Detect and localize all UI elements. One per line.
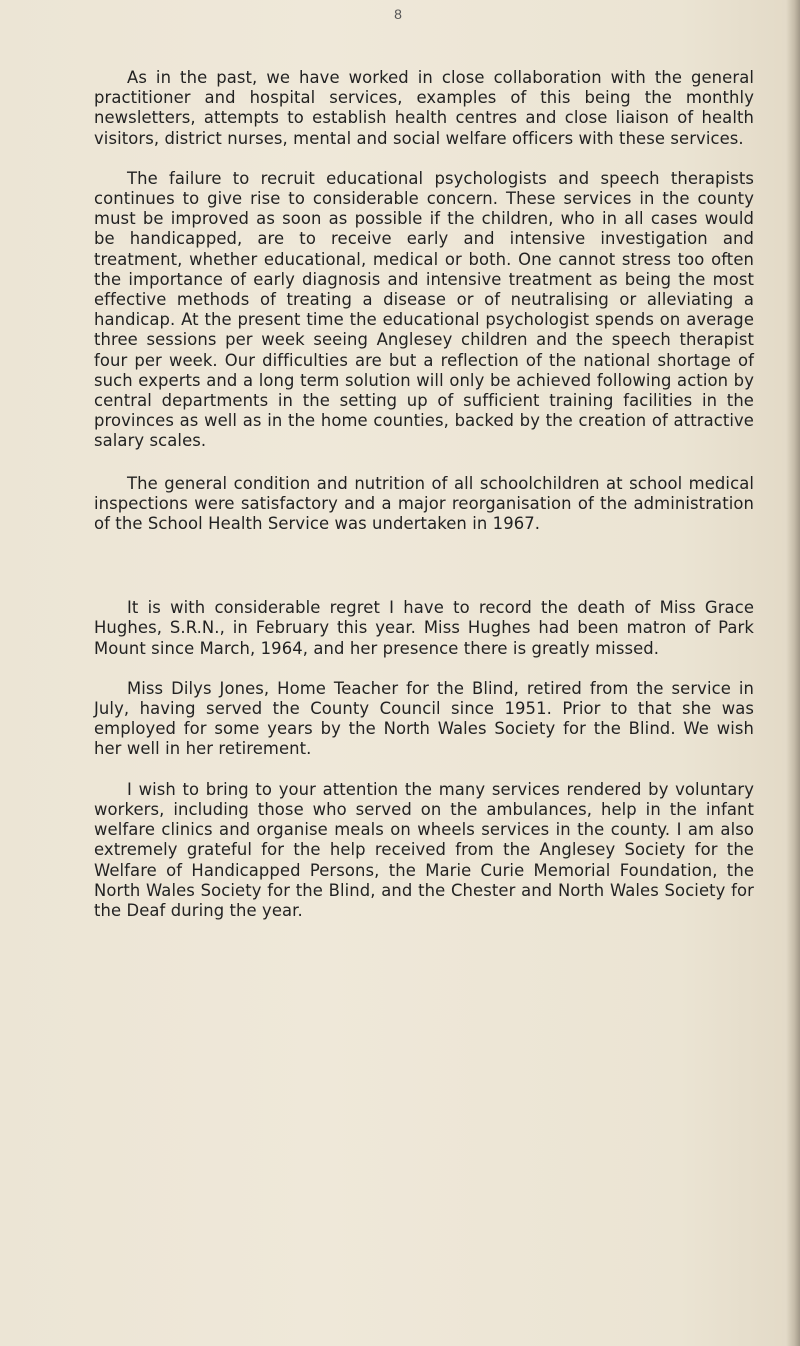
paragraph-collaboration: As in the past, we have worked in close collaboration with the general practitioner and hospital services, examples of this being the monthly newsletters, attempts to establish health centres and close liaison of health visitors, district nurses, mental and social welfare officers with these services. (94, 68, 754, 148)
page-edge-shadow (786, 0, 800, 1346)
paragraph-grace-hughes: It is with considerable regret I have to record the death of Miss Grace Hughes, S.R.N., in February this year. Miss Hughes had been matron of Park Mount since March, 1964, and her presence there is greatly missed. (94, 598, 754, 658)
document-body (94, 68, 754, 921)
paragraph-school-health-service: The general condition and nutrition of all schoolchildren at school medical inspections were satisfactory and a major reorganisation of the administration of the School Health Service was undertaken in 1967. (94, 473, 754, 534)
paragraph-voluntary-workers: I wish to bring to your attention the many services rendered by voluntary workers, including those who served on the ambulances, help in the infant welfare clinics and organise meals on wheels services in the county. I am also extremely grateful for the help received from the Anglesey Society for the Welfare of Handicapped Persons, the Marie Curie Memorial Foundation, the North Wales Society for the Blind, and the Chester and North Wales Society for the Deaf during the year. (94, 779, 754, 920)
page-number: 8 (394, 6, 402, 22)
paragraph-psychologists-speech-therapists: The failure to recruit educational psychologists and speech therapists continues to give rise to considerable concern. These services in the county must be improved as soon as possible if the children, who in all cases would be handicapped, are to receive early and intensive investigation and treatment, whether educational, medical or both. One cannot stress too often the importance of early diagnosis and intensive treatment as being the most effective methods of treating a disease or of neutralising or alleviating a handicap. At the present time the educational psychologist spends on average three sessions per week seeing Anglesey children and the speech therapist four per week. Our difficulties are but a reflection of the national shortage of such experts and a long term solution will only be achieved following action by central departments in the setting up of sufficient training facilities in the provinces as well as in the home counties, backed by the creation of attractive salary scales. (94, 168, 754, 451)
paragraph-dilys-jones: Miss Dilys Jones, Home Teacher for the Blind, retired from the service in July, having served the County Council since 1951. Prior to that she was employed for some years by the North Wales Society for the Blind. We wish her well in her retirement. (94, 678, 754, 759)
